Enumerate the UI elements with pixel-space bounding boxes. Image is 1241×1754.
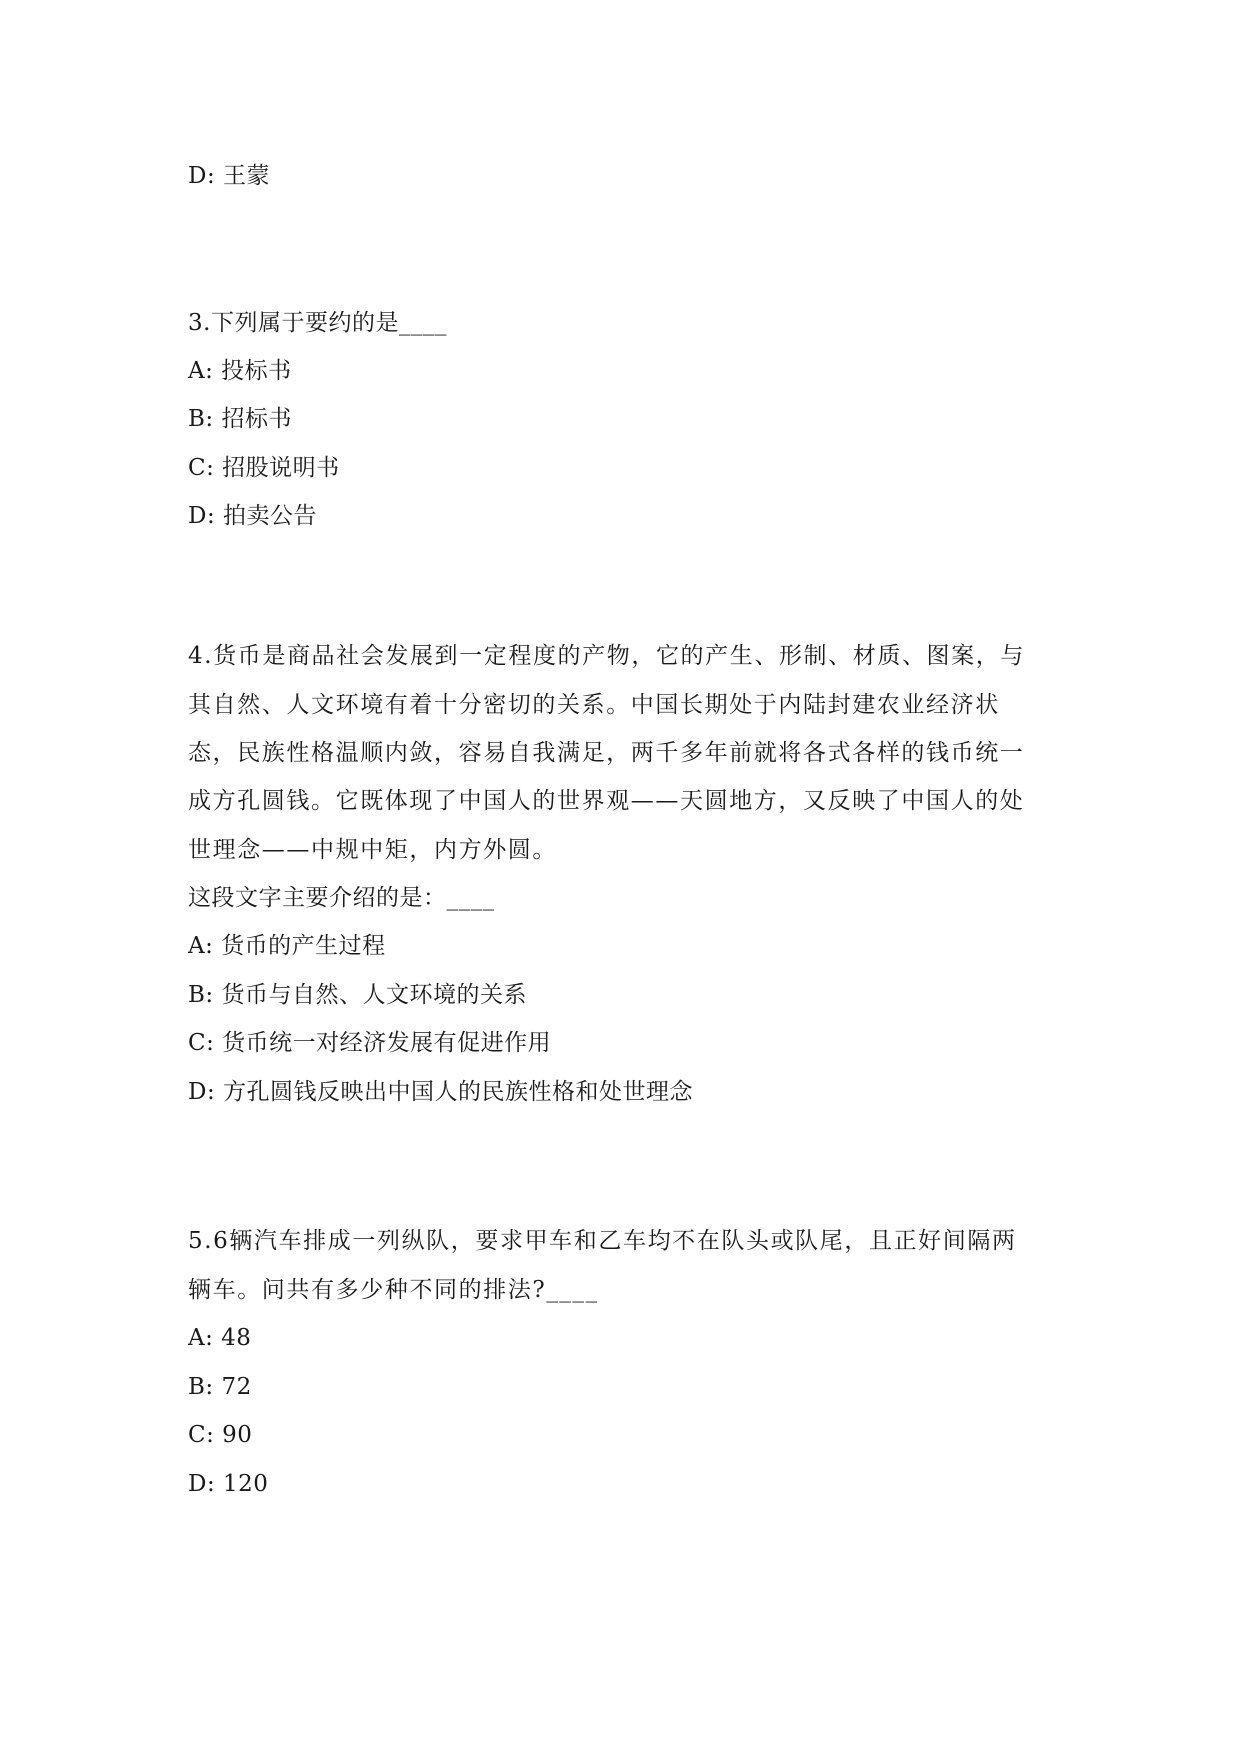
q4-stem-line-4: 成方孔圆钱。它既体现了中国人的世界观——天圆地方，又反映了中国人的处 <box>188 788 1025 814</box>
q4-stem-line-5: 世理念——中规中矩，内方外圆。 <box>188 837 557 863</box>
q3-option-b: B: 招标书 <box>188 406 292 432</box>
q4-option-b: B: 货币与自然、人文环境的关系 <box>188 982 527 1008</box>
q5-stem-line-2: 辆车。问共有多少种不同的排法?____ <box>188 1277 599 1303</box>
q5-stem-line-1: 5.6辆汽车排成一列纵队，要求甲车和乙车均不在队头或队尾，且正好间隔两 <box>188 1228 1017 1254</box>
q3-option-a: A: 投标书 <box>188 358 292 384</box>
q4-stem-line-2: 其自然、人文环境有着十分密切的关系。中国长期处于内陆封建农业经济状 <box>188 692 1000 718</box>
q4-stem-line-1: 4.货币是商品社会发展到一定程度的产物，它的产生、形制、材质、图案，与 <box>188 643 1025 669</box>
prev-question-option-d: D: 王蒙 <box>188 163 271 189</box>
q3-option-c: C: 招股说明书 <box>188 455 340 481</box>
q4-option-d: D: 方孔圆钱反映出中国人的民族性格和处世理念 <box>188 1079 694 1105</box>
q5-option-c: C: 90 <box>188 1422 253 1448</box>
q3-stem: 3.下列属于要约的是____ <box>188 310 447 336</box>
q5-option-a: A: 48 <box>188 1325 252 1351</box>
q5-option-b: B: 72 <box>188 1374 252 1400</box>
q4-stem-line-3: 态，民族性格温顺内敛，容易自我满足，两千多年前就将各式各样的钱币统一 <box>188 740 1025 766</box>
q4-option-c: C: 货币统一对经济发展有促进作用 <box>188 1030 552 1056</box>
q4-option-a: A: 货币的产生过程 <box>188 933 386 959</box>
q5-option-d: D: 120 <box>188 1471 269 1497</box>
q4-prompt: 这段文字主要介绍的是：____ <box>188 885 495 911</box>
q3-option-d: D: 拍卖公告 <box>188 503 318 529</box>
